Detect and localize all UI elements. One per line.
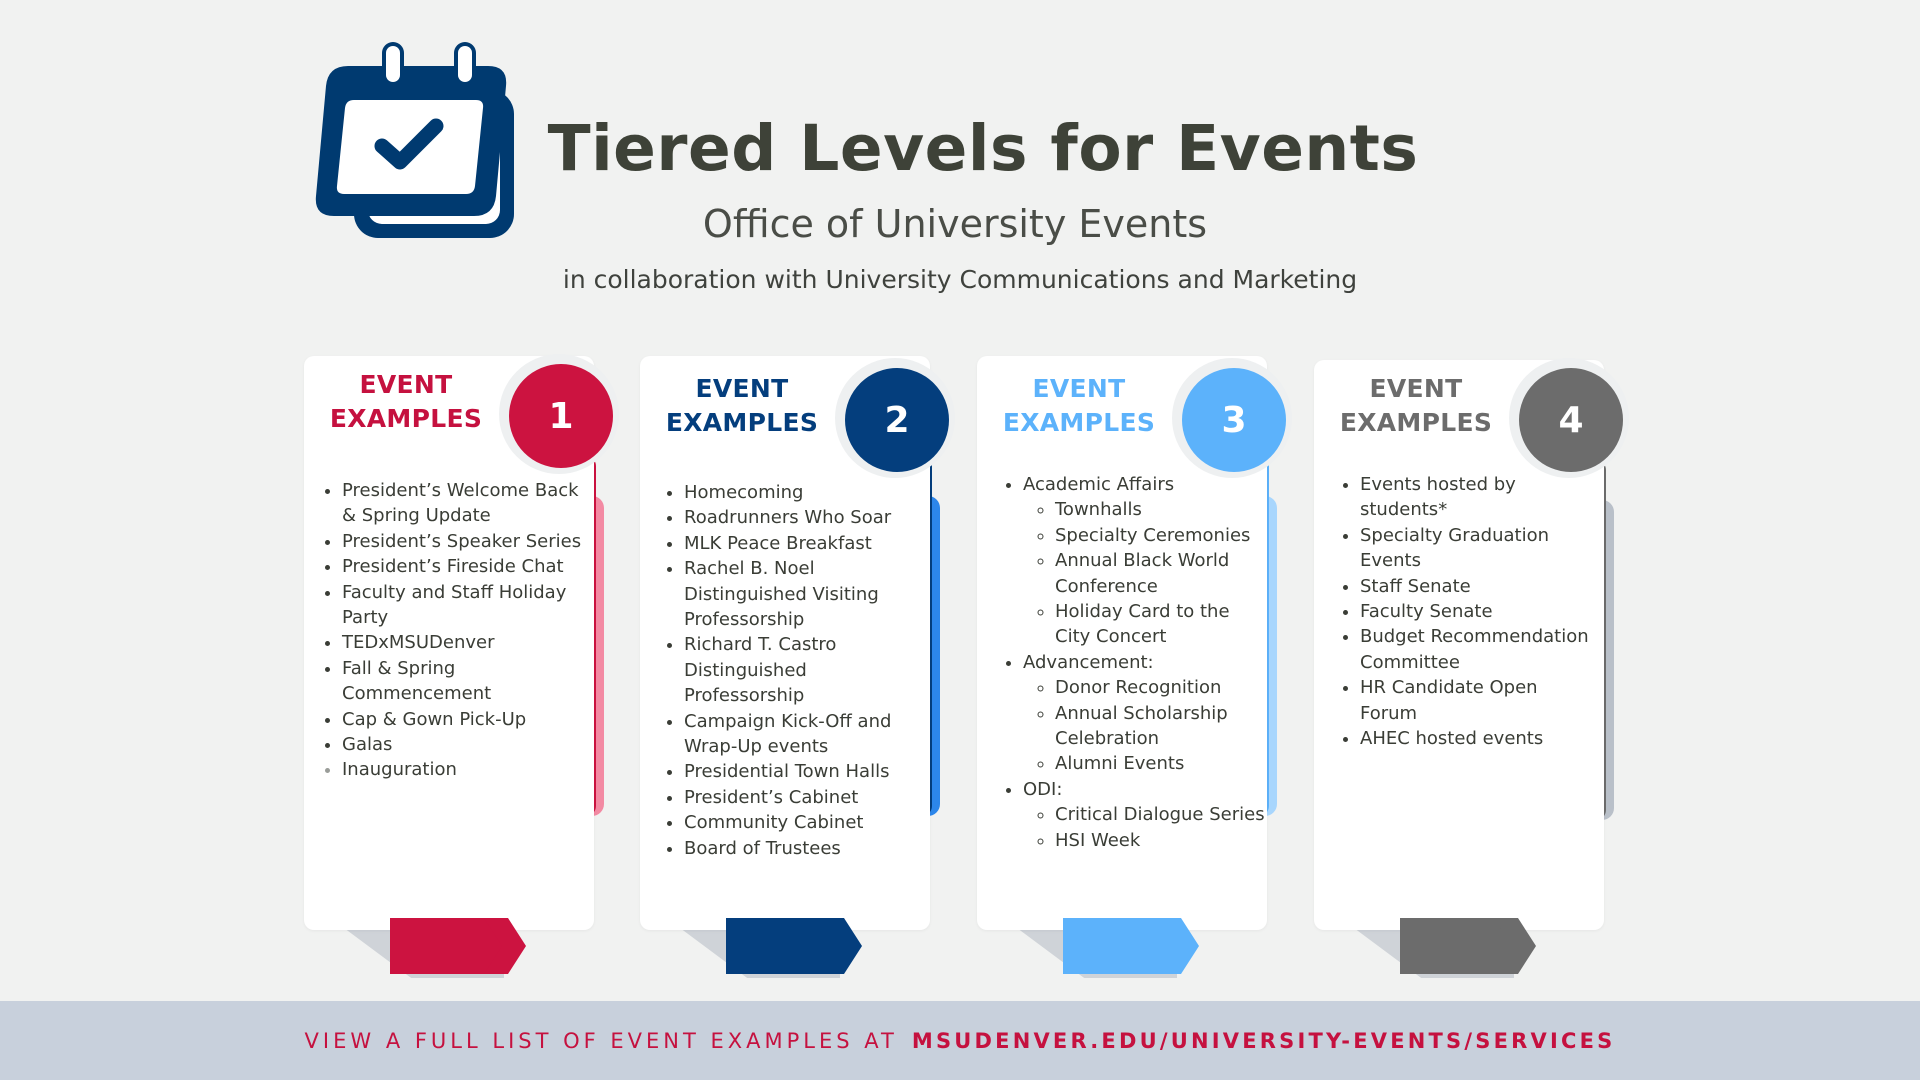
list-item: ◦ Alumni Events bbox=[1055, 751, 1269, 776]
card-heading-line2: EXAMPLES bbox=[1339, 408, 1493, 437]
card-heading bbox=[1314, 372, 1518, 440]
page-tagline: in collaboration with University Communications and Marketing bbox=[562, 265, 1358, 294]
chevron-arrows-icon bbox=[1049, 914, 1209, 978]
list-item: • Roadrunners Who Soar bbox=[684, 505, 930, 530]
tier-number-badge: 2 bbox=[845, 368, 949, 472]
list-item: ◦ Annual Black World Conference bbox=[1055, 548, 1269, 599]
card-heading-line1: EVENT bbox=[695, 374, 789, 403]
list-item: ◦ Specialty Ceremonies bbox=[1055, 523, 1269, 548]
tier-card-1 bbox=[304, 356, 594, 986]
list-item: • Cap & Gown Pick-Up bbox=[342, 707, 582, 732]
chevron-arrows-icon bbox=[376, 914, 536, 978]
list-item: • Community Cabinet bbox=[684, 810, 930, 835]
list-item: • President’s Cabinet bbox=[684, 785, 930, 810]
sub-list bbox=[1023, 497, 1269, 649]
card-heading-line1: EVENT bbox=[1369, 374, 1463, 403]
footer-banner bbox=[0, 1001, 1920, 1080]
list-group-label: ODI: bbox=[1023, 778, 1063, 800]
footer-url-link[interactable]: MSUDENVER.EDU/UNIVERSITY-EVENTS/SERVICES bbox=[911, 1028, 1616, 1053]
card-heading bbox=[977, 372, 1181, 440]
list-item: • MLK Peace Breakfast bbox=[684, 531, 930, 556]
list-item: • Events hosted by students* bbox=[1360, 472, 1596, 523]
tier-card-3 bbox=[977, 356, 1267, 986]
list-item: • HR Candidate Open Forum bbox=[1360, 675, 1596, 726]
list-item: ◦ Donor Recognition bbox=[1055, 675, 1269, 700]
list-item: • Richard T. Castro Distinguished Professorship bbox=[684, 632, 930, 708]
card-heading-line1: EVENT bbox=[359, 370, 453, 399]
card-heading-line1: EVENT bbox=[1032, 374, 1126, 403]
list-item: • Campaign Kick-Off and Wrap-Up events bbox=[684, 709, 930, 760]
list-item: • Presidential Town Halls bbox=[684, 759, 930, 784]
page-title: Tiered Levels for Events bbox=[547, 112, 1419, 185]
list-item: • Board of Trustees bbox=[684, 836, 930, 861]
list-item: • Galas bbox=[342, 732, 582, 757]
list-item: ◦ Critical Dialogue Series bbox=[1055, 802, 1269, 827]
list-group bbox=[1023, 777, 1269, 853]
list-item: • Staff Senate bbox=[1360, 574, 1596, 599]
card-heading-line2: EXAMPLES bbox=[329, 404, 483, 433]
list-item: • Specialty Graduation Events bbox=[1360, 523, 1596, 574]
list-item: • President’s Welcome Back & Spring Update bbox=[342, 478, 582, 529]
card-heading-line2: EXAMPLES bbox=[665, 408, 819, 437]
list-item: • Inauguration bbox=[342, 757, 582, 782]
list-item: ◦ Townhalls bbox=[1055, 497, 1269, 522]
event-list bbox=[658, 480, 930, 861]
list-item: ◦ Holiday Card to the City Concert bbox=[1055, 599, 1269, 650]
list-item: ◦ Annual Scholarship Celebration bbox=[1055, 701, 1269, 752]
tier-number-badge: 4 bbox=[1519, 368, 1623, 472]
list-item: • Faculty and Staff Holiday Party bbox=[342, 580, 582, 631]
card-heading bbox=[304, 368, 508, 436]
chevron-arrows-icon bbox=[1386, 914, 1546, 978]
list-item: • Fall & Spring Commencement bbox=[342, 656, 582, 707]
sub-list bbox=[1023, 675, 1269, 777]
list-item: • AHEC hosted events bbox=[1360, 726, 1596, 751]
list-item: • President’s Fireside Chat bbox=[342, 554, 582, 579]
sub-list bbox=[1023, 802, 1269, 853]
event-list bbox=[997, 472, 1269, 853]
list-group-label: Advancement: bbox=[1023, 651, 1154, 673]
list-item: • Rachel B. Noel Distinguished Visiting Professorship bbox=[684, 556, 930, 632]
list-item: • Faculty Senate bbox=[1360, 599, 1596, 624]
page-subtitle: Office of University Events bbox=[702, 202, 1208, 246]
card-heading-line2: EXAMPLES bbox=[1002, 408, 1156, 437]
list-item: • TEDxMSUDenver bbox=[342, 630, 582, 655]
list-item: • President’s Speaker Series bbox=[342, 529, 582, 554]
list-group-label: Academic Affairs bbox=[1023, 474, 1175, 495]
tier-card-2 bbox=[640, 356, 930, 986]
footer-text: VIEW A FULL LIST OF EVENT EXAMPLES AT bbox=[304, 1028, 898, 1053]
event-list bbox=[316, 478, 582, 783]
list-item: ◦ HSI Week bbox=[1055, 828, 1269, 853]
event-list bbox=[1334, 472, 1596, 751]
list-item: • Budget Recommendation Committee bbox=[1360, 624, 1596, 675]
tier-number-badge: 1 bbox=[509, 364, 613, 468]
tier-card-4 bbox=[1314, 360, 1604, 990]
card-heading bbox=[640, 372, 844, 440]
list-group bbox=[1023, 650, 1269, 777]
chevron-arrows-icon bbox=[712, 914, 872, 978]
list-item: • Homecoming bbox=[684, 480, 930, 505]
list-group bbox=[1023, 472, 1269, 650]
tier-number-badge: 3 bbox=[1182, 368, 1286, 472]
